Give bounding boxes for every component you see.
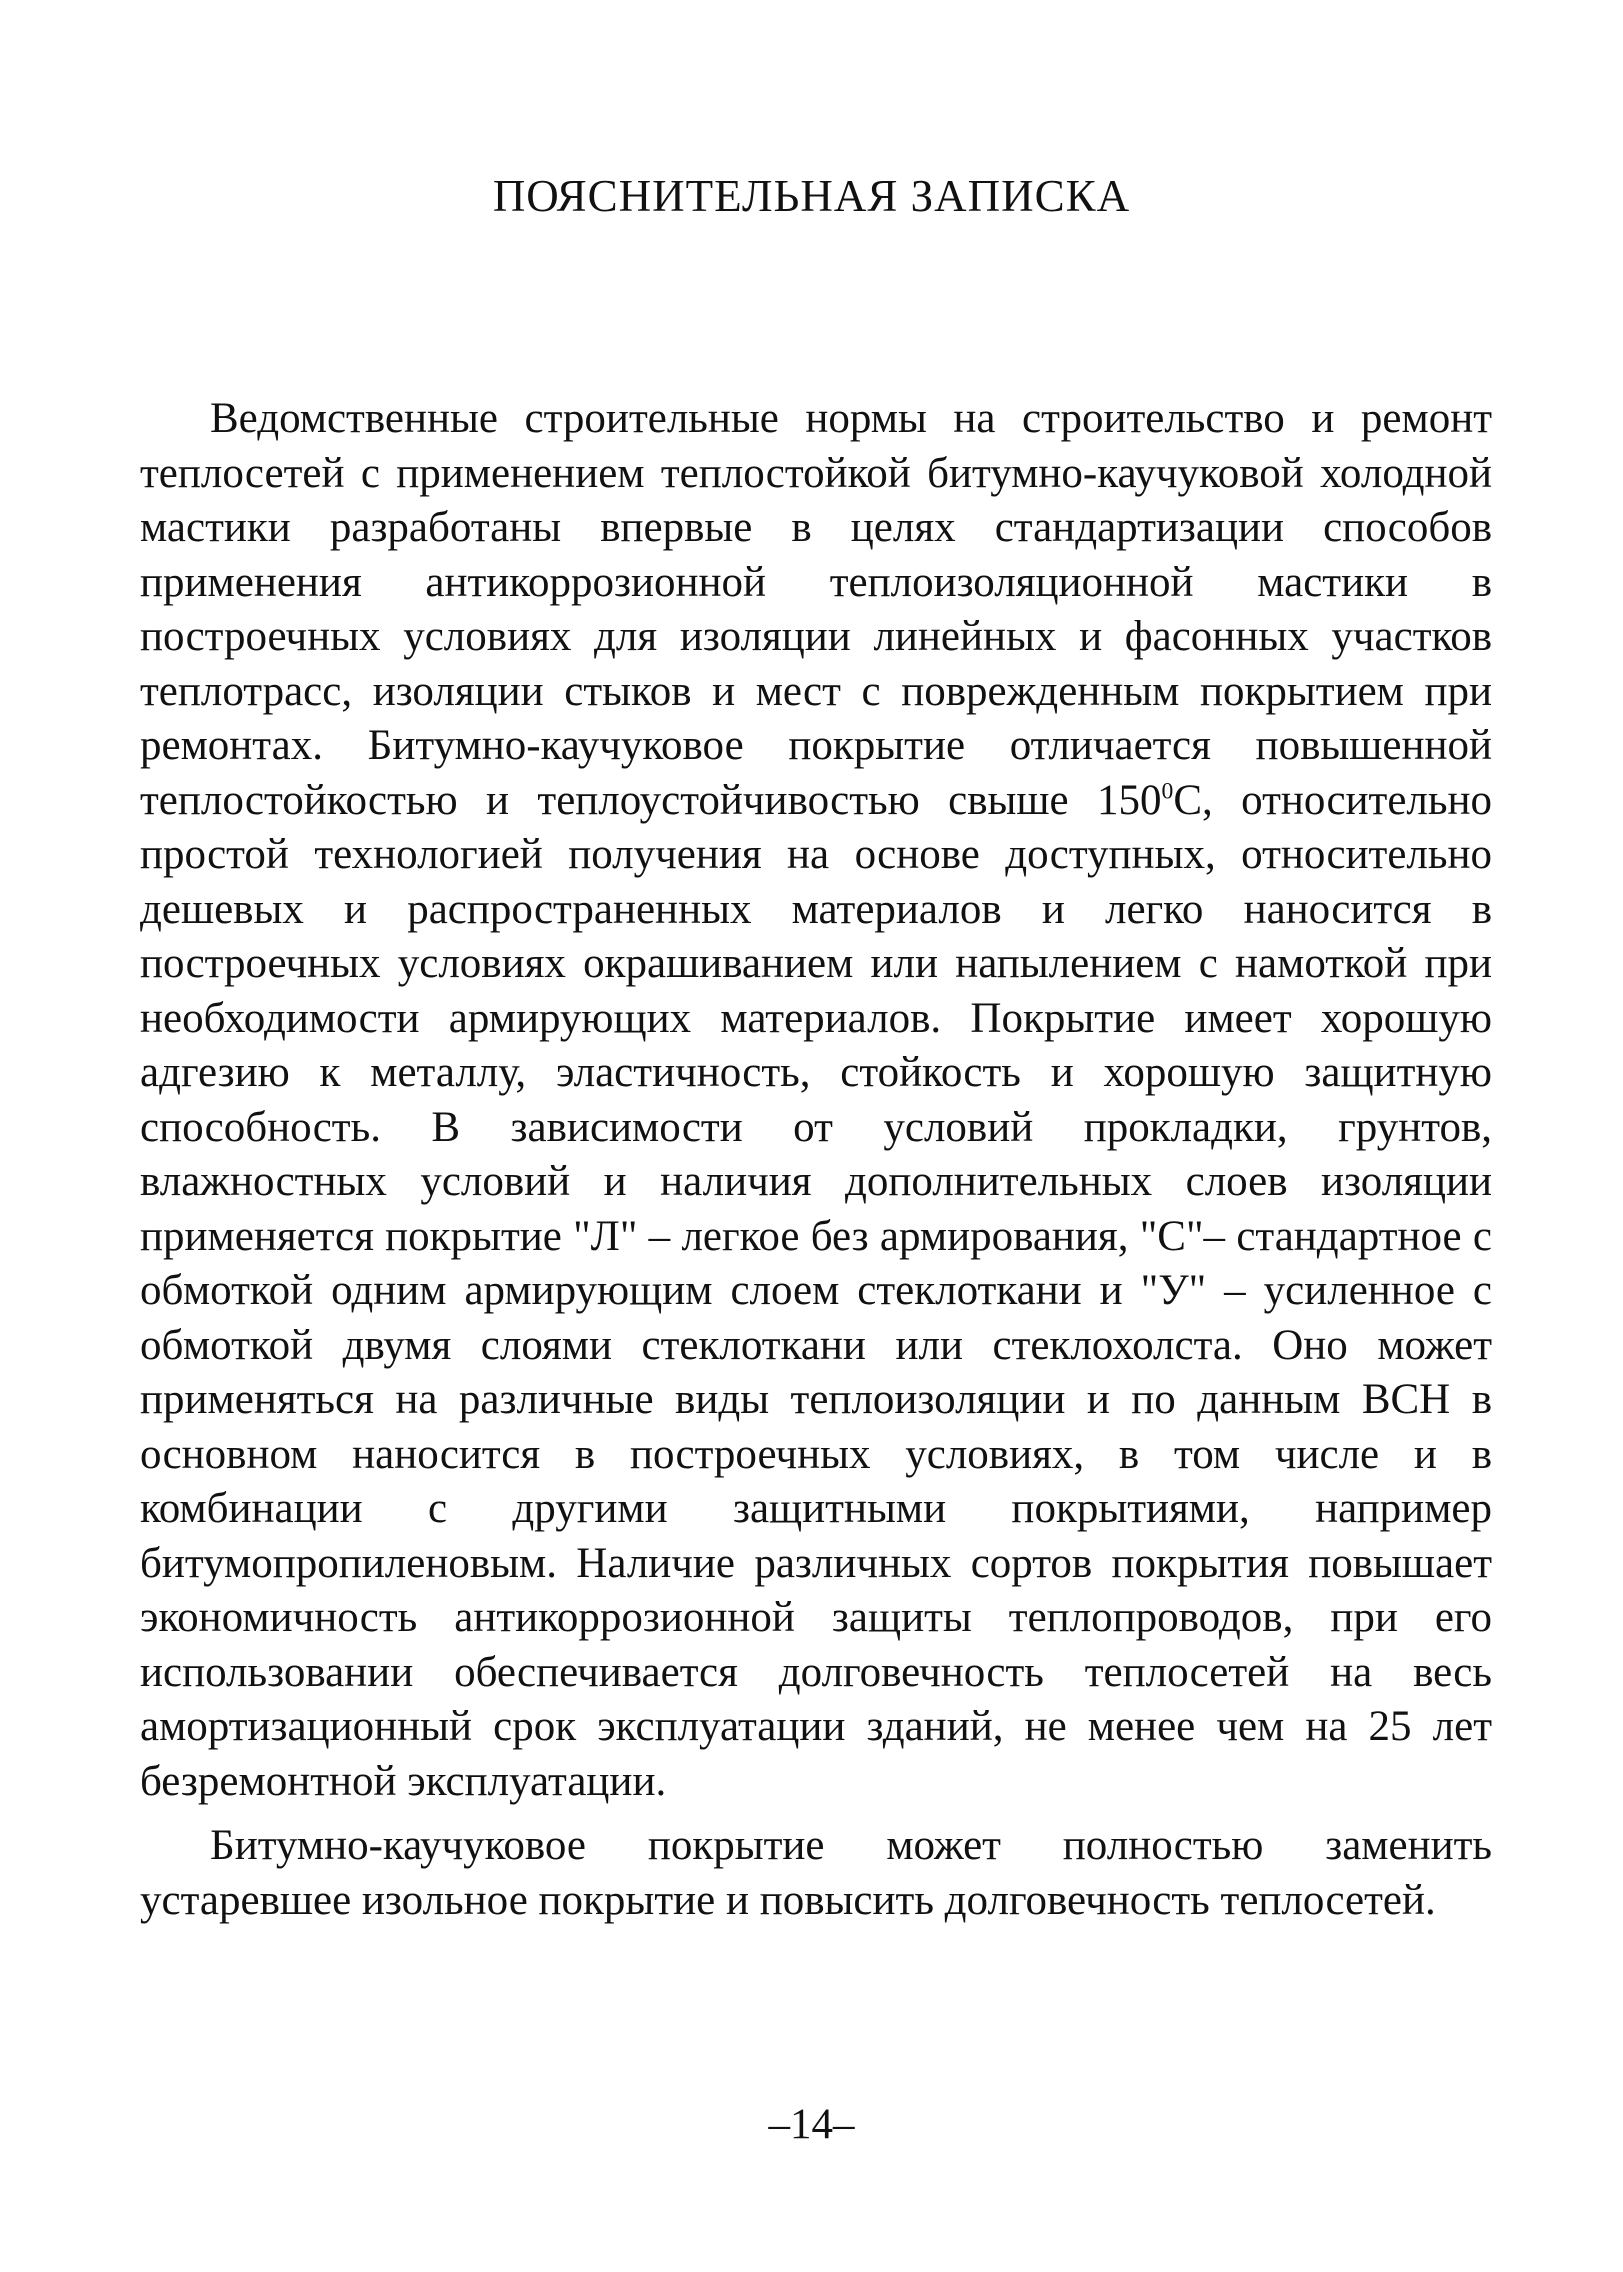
paragraph-1-text-after: С, относительно простой технологией получения на основе доступных, относительно дешевых и распространенных материалов и легко наносится в построечных условиях окрашиванием или напылением с намоткой при необходимости армирующих материалов. Покрытие имеет хорошую адгезию к металлу, эластичность, стойкость и хорошую защитную способность. В зависимости от условий прокладки, грунтов, влажностных условий и наличия дополнительных слоев изоляции применяется покрытие "Л" – легкое без армирования, "С"– стандартное с обмоткой одним армирующим слоем стеклоткани и "У" – усиленное с обмоткой двумя слоями стеклоткани или стеклохолста. Оно может применяться на различные виды теплоизоляции и по данным ВСН в основном наносится в построечных условиях, в том числе и в комбинации с другими защитными покрытиями, например битумопропиленовым. Наличие различных сортов покрытия повышает экономичность антикоррозионной защиты теплопроводов, при его использовании обеспечивается долговечность теплосетей на весь амортизационный срок эксплуатации зданий, не менее чем на 25 лет безремонтной эксплуатации. xyxy=(140,776,1492,1805)
page-title: ПОЯСНИТЕЛЬНАЯ ЗАПИСКА xyxy=(492,171,1131,221)
page-number: –14– xyxy=(768,2101,855,2148)
body-text xyxy=(140,392,1492,1928)
paragraph-2: Битумно-каучуковое покрытие может полностью заменить устаревшее изольное покрытие и повысить долговечность теплосетей. xyxy=(140,1822,1492,1924)
degree-superscript: 0 xyxy=(1161,778,1174,805)
paragraph-1-text-before: Ведомственные строительные нормы на строительство и ремонт теплосетей с применением теплостойкой битумно-каучуковой холодной мастики разработаны впервые в целях стандартизации способов применения антикоррозионной теплоизоляционной мастики в построечных условиях для изоляции линейных и фасонных участков теплотрасс, изоляции стыков и мест с поврежденным покрытием при ремонтах. Битумно-каучуковое покрытие отличается повышенной теплостойкостью и теплоустойчивостью свыше 150 xyxy=(140,395,1492,824)
paragraph-1 xyxy=(140,392,1492,1809)
